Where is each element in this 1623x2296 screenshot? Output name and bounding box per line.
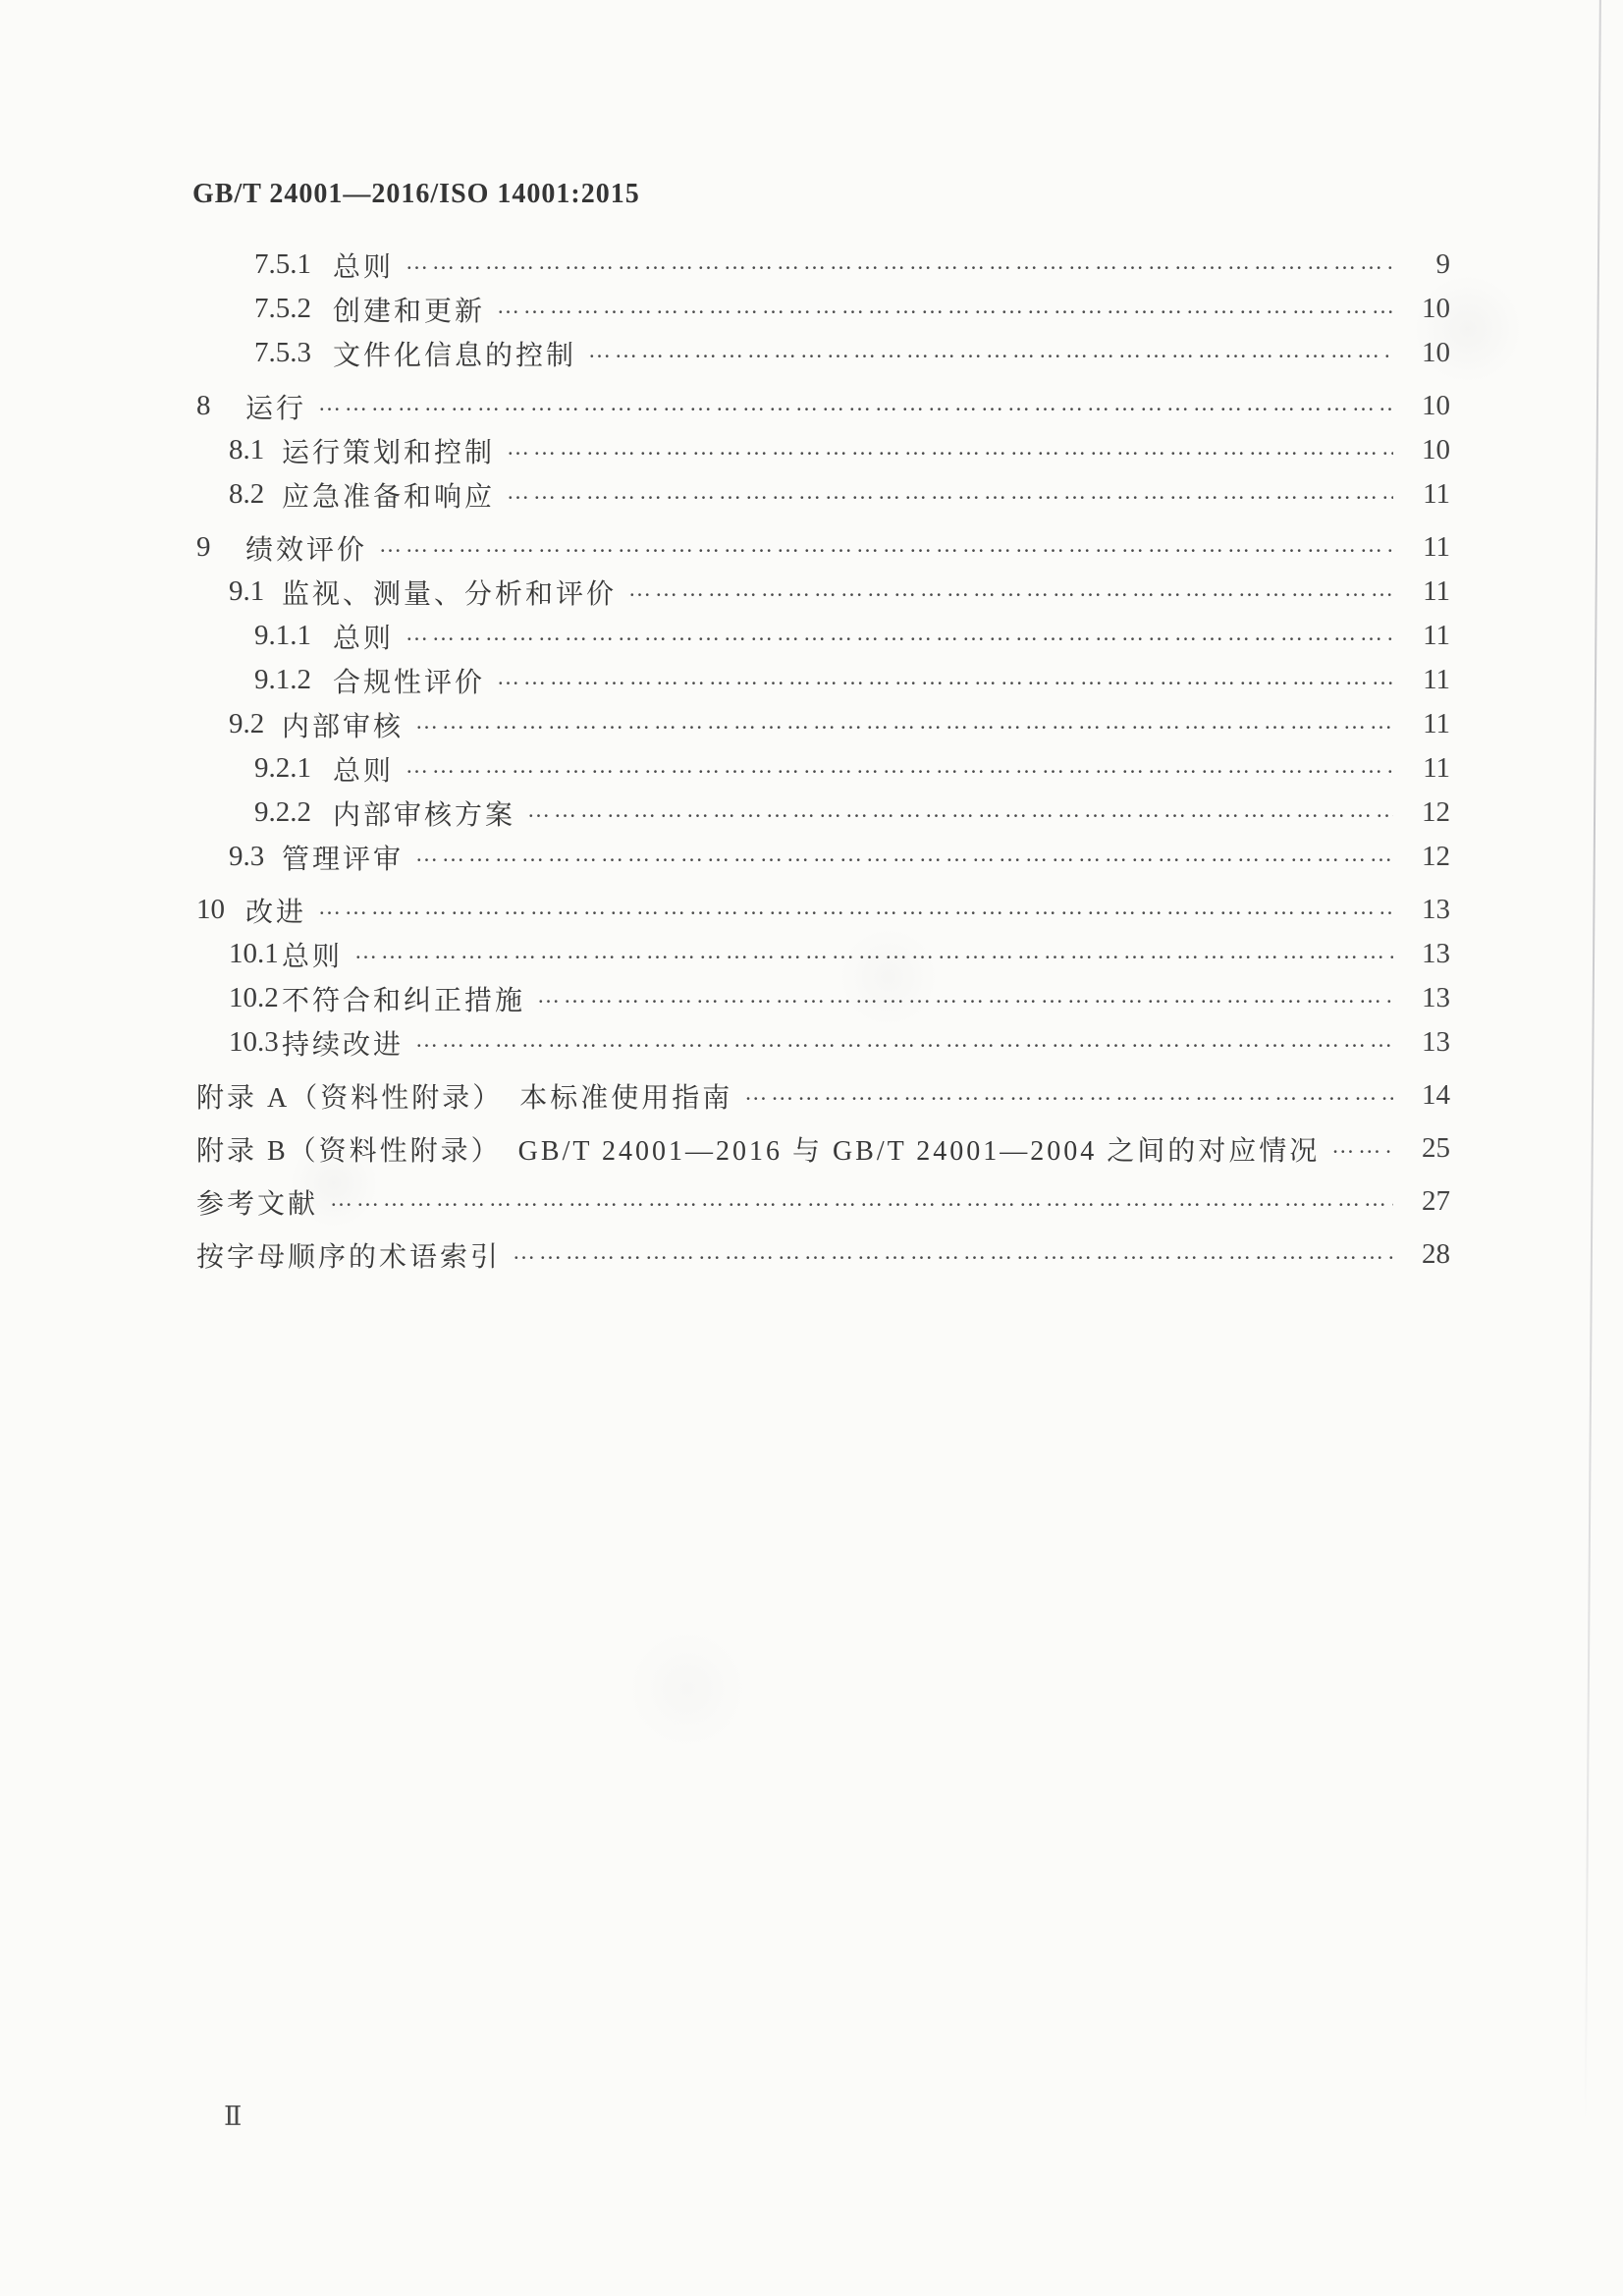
- section-title: 合规性评价: [333, 667, 486, 698]
- dot-leader: [628, 574, 1393, 604]
- section-number: 9.3: [229, 841, 265, 872]
- toc-row: [196, 384, 1450, 428]
- page-ref: 25: [1422, 1132, 1450, 1164]
- toc-row: [196, 1020, 1450, 1065]
- page-ref: 12: [1422, 841, 1450, 872]
- page-ref: 13: [1422, 982, 1450, 1013]
- section-number: 9.1.2: [254, 664, 311, 695]
- section-title: 持续改进: [282, 1029, 405, 1061]
- page-ref: 13: [1422, 938, 1450, 969]
- section-title: 改进: [245, 897, 307, 928]
- section-title: 不符合和纠正措施: [282, 985, 526, 1016]
- toc-row: [196, 658, 1450, 702]
- section-title: 总则: [333, 251, 395, 283]
- section-title: 创建和更新: [333, 296, 486, 327]
- section-title: 附录 B（资料性附录） GB/T 24001—2016 与 GB/T 24001—2004 之间的对应情况: [196, 1135, 1321, 1167]
- section-title: 总则: [282, 941, 344, 972]
- page-ref: 10: [1422, 293, 1450, 324]
- dot-leader: [497, 663, 1393, 692]
- section-number: 8: [196, 390, 211, 421]
- page-ref: 10: [1422, 390, 1450, 421]
- dot-leader: [379, 530, 1393, 560]
- folio-page-number: Ⅱ: [224, 2102, 243, 2131]
- page-ref: 14: [1422, 1079, 1450, 1111]
- section-number: 9.1.1: [254, 620, 311, 651]
- section-title: 内部审核: [282, 711, 405, 742]
- toc-row: [196, 1126, 1450, 1171]
- table-of-contents: [196, 243, 1450, 1277]
- dot-leader: [318, 389, 1393, 418]
- section-number: 8.2: [229, 478, 265, 510]
- dot-leader: [588, 336, 1393, 365]
- toc-row: [196, 1179, 1450, 1224]
- page-ref: 13: [1422, 894, 1450, 925]
- section-title: 参考文献: [196, 1188, 319, 1220]
- toc-row: [196, 243, 1450, 287]
- toc-row: [196, 614, 1450, 658]
- dot-leader: [507, 433, 1393, 463]
- section-title: 附录 A（资料性附录） 本标准使用指南: [196, 1082, 733, 1114]
- dot-leader: [537, 981, 1393, 1011]
- dot-leader: [744, 1078, 1393, 1108]
- dot-leader: [415, 840, 1393, 869]
- toc-row: [196, 1232, 1450, 1277]
- toc-row: [196, 428, 1450, 472]
- section-number: 10.2: [229, 982, 279, 1013]
- section-number: 10.3: [229, 1026, 279, 1058]
- page-edge-shadow: [1585, 0, 1601, 2121]
- section-number: 9.2.1: [254, 752, 311, 784]
- dot-leader: [354, 937, 1393, 966]
- section-title: 文件化信息的控制: [333, 340, 577, 371]
- dot-leader: [318, 893, 1393, 922]
- dot-leader: [415, 1025, 1393, 1055]
- page-ref: 11: [1423, 752, 1450, 784]
- section-number: 7.5.2: [254, 293, 311, 324]
- dot-leader: [406, 619, 1393, 648]
- toc-row: [196, 570, 1450, 614]
- toc-row: [196, 702, 1450, 746]
- page-ref: 13: [1422, 1026, 1450, 1058]
- section-title: 内部审核方案: [333, 799, 516, 831]
- toc-row: [196, 888, 1450, 932]
- dot-leader: [497, 292, 1393, 321]
- page-ref: 11: [1423, 708, 1450, 739]
- section-title: 应急准备和响应: [282, 481, 496, 513]
- toc-row: [196, 835, 1450, 879]
- document-header: GB/T 24001—2016/ISO 14001:2015: [192, 179, 640, 209]
- section-number: 10.1: [229, 938, 279, 969]
- dot-leader: [330, 1184, 1393, 1214]
- toc-row: [196, 791, 1450, 835]
- page-ref: 9: [1435, 248, 1450, 280]
- section-number: 10: [196, 894, 225, 925]
- page-ref: 10: [1422, 337, 1450, 368]
- toc-row: [196, 472, 1450, 517]
- dot-leader: [513, 1237, 1393, 1267]
- section-number: 9: [196, 531, 211, 563]
- toc-row: [196, 287, 1450, 331]
- section-number: 7.5.3: [254, 337, 311, 368]
- section-title: 绩效评价: [245, 534, 368, 566]
- section-number: 9.1: [229, 575, 265, 607]
- section-title: 总则: [333, 623, 395, 654]
- page-ref: 11: [1423, 664, 1450, 695]
- dot-leader: [406, 751, 1393, 781]
- page-ref: 11: [1423, 575, 1450, 607]
- page-ref: 27: [1422, 1185, 1450, 1217]
- toc-row: [196, 932, 1450, 976]
- toc-row: [196, 1073, 1450, 1118]
- page-ref: 11: [1423, 478, 1450, 510]
- dot-leader: [527, 795, 1393, 825]
- page-ref: 28: [1422, 1238, 1450, 1270]
- toc-row: [196, 331, 1450, 375]
- section-title: 运行: [245, 393, 307, 424]
- section-title: 按字母顺序的术语索引: [196, 1241, 502, 1273]
- section-title: 总则: [333, 755, 395, 787]
- section-number: 9.2.2: [254, 796, 311, 828]
- page-ref: 12: [1422, 796, 1450, 828]
- page-ref: 11: [1423, 620, 1450, 651]
- section-title: 运行策划和控制: [282, 437, 496, 468]
- section-number: 8.1: [229, 434, 265, 465]
- page-ref: 11: [1423, 531, 1450, 563]
- section-title: 管理评审: [282, 844, 405, 875]
- page-ref: 10: [1422, 434, 1450, 465]
- toc-row: [196, 976, 1450, 1020]
- section-number: 7.5.1: [254, 248, 311, 280]
- dot-leader: [415, 707, 1393, 737]
- dot-leader: [406, 247, 1393, 277]
- dot-leader: [507, 477, 1393, 507]
- section-title: 监视、测量、分析和评价: [282, 578, 618, 610]
- toc-row: [196, 746, 1450, 791]
- section-number: 9.2: [229, 708, 265, 739]
- toc-row: [196, 525, 1450, 570]
- dot-leader: [1331, 1131, 1393, 1161]
